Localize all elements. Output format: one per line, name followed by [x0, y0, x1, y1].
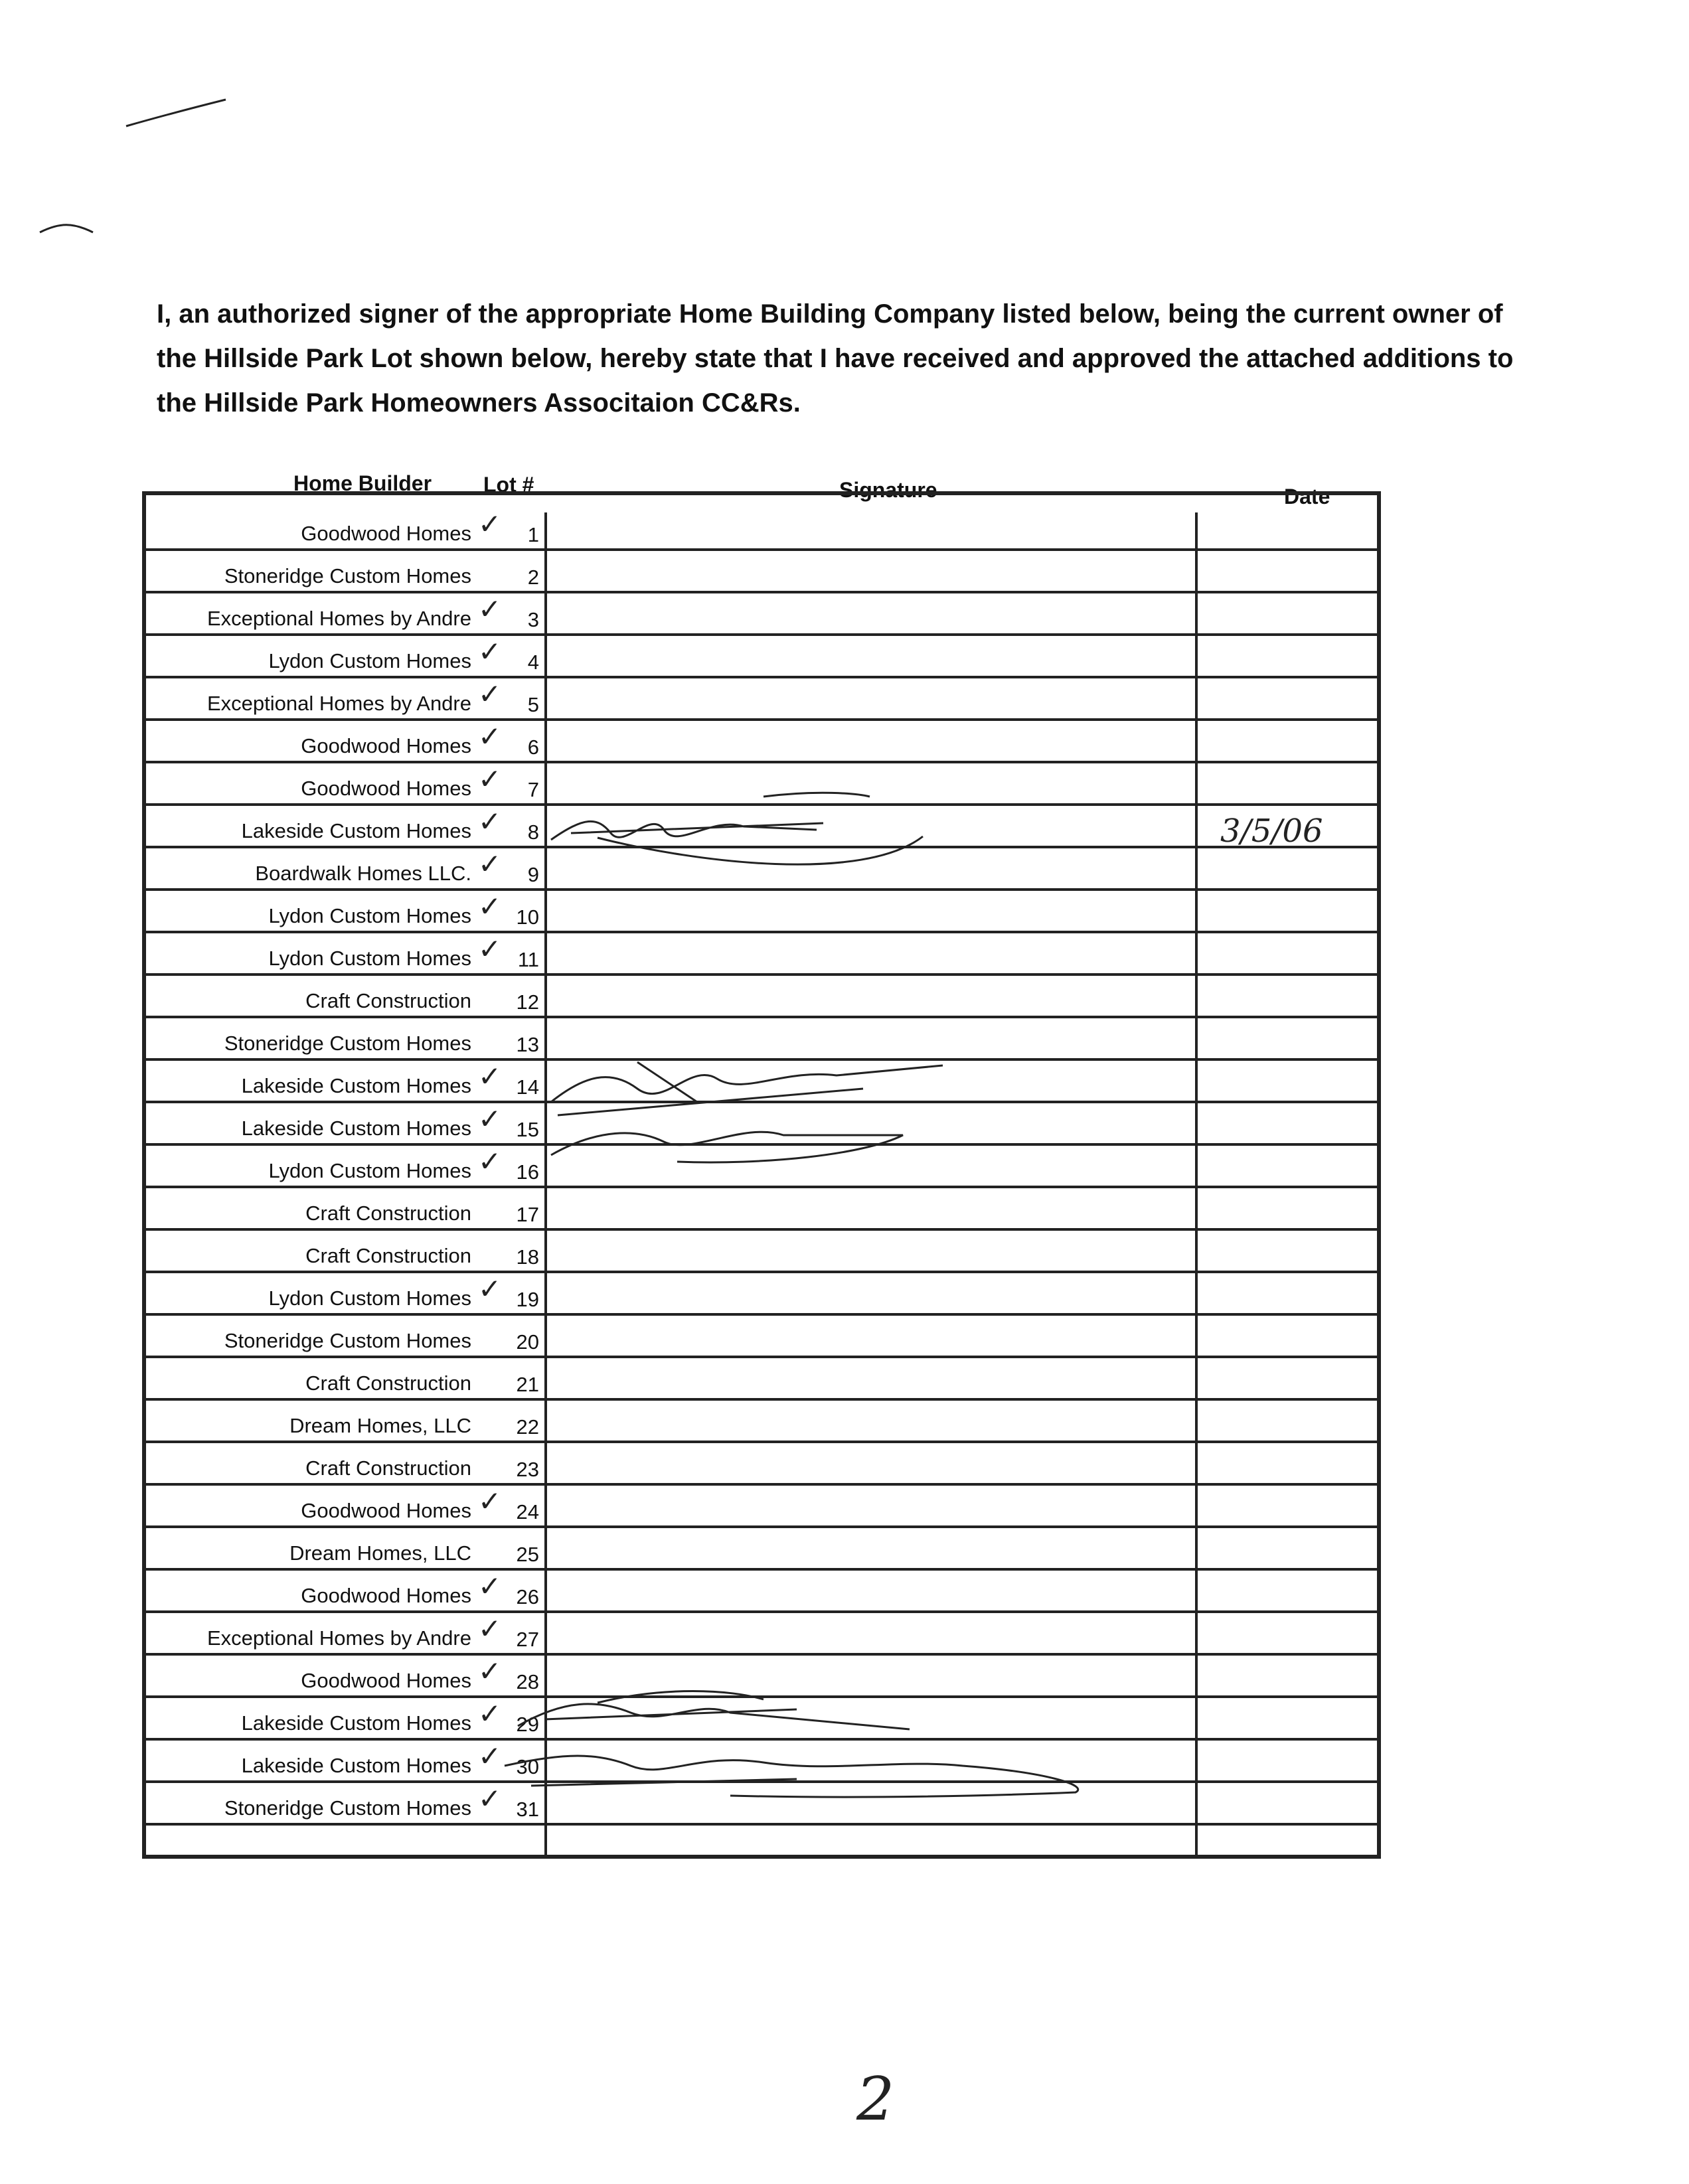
lot-number-cell: 7 — [527, 778, 539, 801]
lot-number-cell: 11 — [517, 948, 539, 971]
home-builder-cell: Stoneridge Custom Homes — [224, 564, 471, 587]
lot-number-cell: 31 — [516, 1798, 539, 1821]
lot-number-cell: 9 — [527, 863, 539, 886]
home-builder-cell: Lakeside Custom Homes — [241, 1074, 471, 1097]
lot-number-cell: 12 — [516, 990, 539, 1014]
table-row — [146, 1443, 1377, 1486]
lot-number-cell: 24 — [516, 1500, 539, 1523]
lot-number-cell: 8 — [527, 820, 539, 844]
home-builder-cell: Goodwood Homes — [301, 1669, 471, 1692]
lot-number-cell: 29 — [516, 1713, 539, 1736]
page-number: 2 — [856, 2065, 895, 2134]
signature-table — [142, 491, 1381, 1859]
check-mark-icon: ✓ — [478, 1740, 502, 1772]
lot-number-cell: 4 — [527, 651, 539, 674]
table-row — [146, 933, 1377, 976]
check-mark-icon: ✓ — [478, 763, 502, 795]
home-builder-cell: Lakeside Custom Homes — [241, 1711, 471, 1735]
home-builder-cell: Stoneridge Custom Homes — [224, 1796, 471, 1820]
lot-number-cell: 21 — [516, 1373, 539, 1396]
table-row — [146, 1018, 1377, 1061]
check-mark-icon: ✓ — [478, 848, 502, 880]
date-cell: 3/5/06 — [1220, 813, 1323, 850]
home-builder-cell: Goodwood Homes — [301, 1584, 471, 1607]
home-builder-cell: Craft Construction — [305, 1244, 471, 1267]
table-row — [146, 891, 1377, 933]
home-builder-cell: Exceptional Homes by Andre — [206, 607, 471, 630]
table-row — [146, 848, 1377, 891]
header-lot-number: Lot # — [483, 473, 534, 497]
table-row — [146, 593, 1377, 636]
check-mark-icon: ✓ — [478, 1697, 502, 1730]
lot-number-cell: 2 — [527, 566, 539, 589]
check-mark-icon: ✓ — [478, 1060, 502, 1093]
lot-number-cell: 13 — [516, 1033, 539, 1056]
home-builder-cell: Goodwood Homes — [301, 522, 471, 545]
home-builder-cell: Goodwood Homes — [301, 777, 471, 800]
table-row — [146, 1401, 1377, 1443]
home-builder-cell: Craft Construction — [305, 989, 471, 1012]
table-row — [146, 1528, 1377, 1571]
home-builder-cell: Lydon Custom Homes — [268, 1287, 471, 1310]
header-date: Date — [1284, 485, 1330, 508]
table-row — [146, 1103, 1377, 1146]
header-signature: Signature — [839, 478, 937, 502]
home-builder-cell: Lydon Custom Homes — [268, 649, 471, 672]
home-builder-cell: Craft Construction — [305, 1202, 471, 1225]
home-builder-cell: Stoneridge Custom Homes — [224, 1032, 471, 1055]
table-row — [146, 1273, 1377, 1316]
check-mark-icon: ✓ — [478, 805, 502, 838]
table-row — [146, 1316, 1377, 1358]
check-mark-icon: ✓ — [478, 1485, 502, 1518]
check-mark-icon: ✓ — [478, 720, 502, 753]
table-row — [146, 1741, 1377, 1783]
check-mark-icon: ✓ — [478, 1570, 502, 1602]
home-builder-cell: Lydon Custom Homes — [268, 1159, 471, 1182]
table-row — [146, 1656, 1377, 1698]
table-row — [146, 678, 1377, 721]
check-mark-icon: ✓ — [478, 1655, 502, 1687]
lot-number-cell: 25 — [516, 1543, 539, 1566]
home-builder-cell: Craft Construction — [305, 1371, 471, 1395]
table-row — [146, 1698, 1377, 1741]
home-builder-cell: Lakeside Custom Homes — [241, 1117, 471, 1140]
table-row — [146, 1061, 1377, 1103]
lot-number-cell: 20 — [516, 1330, 539, 1354]
lot-number-cell: 19 — [516, 1288, 539, 1311]
table-row — [146, 1783, 1377, 1826]
intro-statement: I, an authorized signer of the appropriate Home Building Company listed below, being the current owner of the Hillside Park Lot shown below, hereby state that I have received and approved the attached additions to the Hillside Park Homeowners Associtaion CC&Rs. — [157, 299, 1514, 418]
check-mark-icon: ✓ — [478, 1612, 502, 1645]
table-row — [146, 763, 1377, 806]
home-builder-cell: Dream Homes, LLC — [289, 1414, 471, 1437]
check-mark-icon: ✓ — [478, 635, 502, 668]
home-builder-cell: Goodwood Homes — [301, 734, 471, 757]
home-builder-cell: Exceptional Homes by Andre — [206, 1626, 471, 1650]
home-builder-cell: Lakeside Custom Homes — [241, 1754, 471, 1777]
home-builder-cell: Craft Construction — [305, 1456, 471, 1480]
table-row — [146, 976, 1377, 1018]
check-mark-icon: ✓ — [478, 1145, 502, 1178]
header-home-builder: Home Builder — [293, 471, 432, 495]
home-builder-cell: Stoneridge Custom Homes — [224, 1329, 471, 1352]
lot-number-cell: 28 — [516, 1670, 539, 1693]
home-builder-cell: Lydon Custom Homes — [268, 947, 471, 970]
lot-number-cell: 1 — [527, 523, 539, 546]
lot-number-cell: 22 — [516, 1415, 539, 1439]
home-builder-cell: Exceptional Homes by Andre — [206, 692, 471, 715]
lot-number-cell: 17 — [516, 1203, 539, 1226]
check-mark-icon: ✓ — [478, 678, 502, 710]
table-row — [146, 1571, 1377, 1613]
home-builder-cell: Lydon Custom Homes — [268, 904, 471, 927]
home-builder-cell: Goodwood Homes — [301, 1499, 471, 1522]
home-builder-cell: Dream Homes, LLC — [289, 1541, 471, 1565]
check-mark-icon: ✓ — [478, 593, 502, 625]
lot-number-cell: 23 — [516, 1458, 539, 1481]
lot-number-cell: 10 — [516, 905, 539, 929]
check-mark-icon: ✓ — [478, 1103, 502, 1135]
table-row — [146, 1486, 1377, 1528]
table-row — [146, 1231, 1377, 1273]
home-builder-cell: Boardwalk Homes LLC. — [255, 862, 471, 885]
lot-number-cell: 30 — [516, 1755, 539, 1778]
lot-number-cell: 18 — [516, 1245, 539, 1269]
check-mark-icon: ✓ — [478, 1782, 502, 1815]
table-row — [146, 1146, 1377, 1188]
lot-number-cell: 6 — [527, 736, 539, 759]
home-builder-cell: Lakeside Custom Homes — [241, 819, 471, 842]
table-row — [146, 721, 1377, 763]
table-row — [146, 636, 1377, 678]
check-mark-icon: ✓ — [478, 1273, 502, 1305]
margin-mark-top — [40, 100, 226, 232]
check-mark-icon: ✓ — [478, 508, 502, 540]
lot-number-cell: 27 — [516, 1628, 539, 1651]
table-row — [146, 806, 1377, 848]
table-row — [146, 551, 1377, 593]
table-row — [146, 508, 1377, 551]
lot-number-cell: 5 — [527, 693, 539, 716]
check-mark-icon: ✓ — [478, 890, 502, 923]
lot-number-cell: 14 — [516, 1075, 539, 1099]
table-row — [146, 1188, 1377, 1231]
lot-number-cell: 3 — [527, 608, 539, 631]
lot-number-cell: 26 — [516, 1585, 539, 1608]
table-row — [146, 1358, 1377, 1401]
lot-number-cell: 16 — [516, 1160, 539, 1184]
check-mark-icon: ✓ — [478, 933, 502, 965]
lot-number-cell: 15 — [516, 1118, 539, 1141]
table-row — [146, 1613, 1377, 1656]
